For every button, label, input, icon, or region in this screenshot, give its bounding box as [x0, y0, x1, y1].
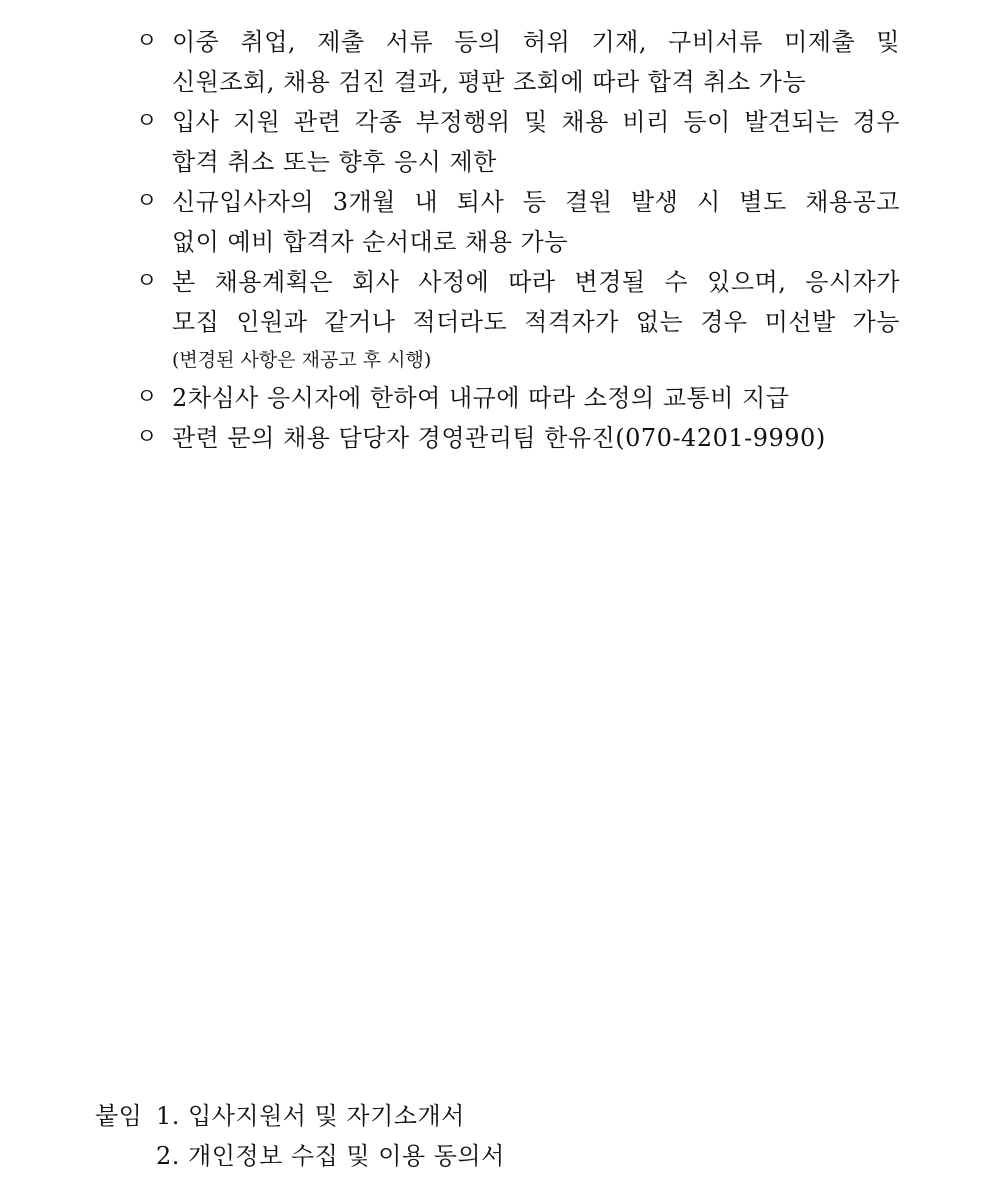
- attachment-item: [95, 1136, 795, 1176]
- bullet-text-line: 이중 취업, 제출 서류 등의 허위 기재, 구비서류 미제출 및: [172, 28, 900, 56]
- bullet-text-line: 입사 지원 관련 각종 부정행위 및 채용 비리 등이 발견되는 경우: [172, 108, 900, 136]
- attachment-item-label: 1. 입사지원서 및 자기소개서: [156, 1102, 465, 1130]
- bullet-marker: ㅇ: [136, 189, 158, 214]
- bullet-text-line: 본 채용계획은 회사 사정에 따라 변경될 수 있으며, 응시자가: [172, 268, 900, 296]
- bullet-item-plan-change: [136, 262, 900, 378]
- attachments-section: [95, 1096, 795, 1176]
- bullet-marker: ㅇ: [136, 269, 158, 294]
- bullet-text-line: 신원조회, 채용 검진 결과, 평판 조회에 따라 합격 취소 가능: [172, 68, 807, 96]
- bullet-item-contact: [136, 418, 900, 458]
- notice-bullet-list: [136, 22, 900, 458]
- bullet-text-line: 없이 예비 합격자 순서대로 채용 가능: [172, 228, 568, 256]
- bullet-marker: ㅇ: [136, 109, 158, 134]
- bullet-text-line: 모집 인원과 같거나 적더라도 적격자가 없는 경우 미선발 가능: [172, 308, 900, 336]
- bullet-item-misconduct: [136, 102, 900, 182]
- attachments-label: 붙임: [95, 1102, 143, 1130]
- bullet-marker: ㅇ: [136, 425, 158, 450]
- bullet-text-line: 2차심사 응시자에 한하여 내규에 따라 소정의 교통비 지급: [172, 384, 790, 412]
- attachment-item: [95, 1096, 795, 1136]
- bullet-item-background-check: [136, 22, 900, 102]
- bullet-item-reserve-hire: [136, 182, 900, 262]
- bullet-text-line: 신규입사자의 3개월 내 퇴사 등 결원 발생 시 별도 채용공고: [172, 188, 900, 216]
- attachment-item-label: 2. 개인정보 수집 및 이용 동의서: [156, 1142, 505, 1170]
- bullet-marker: ㅇ: [136, 29, 158, 54]
- bullet-text-line: 관련 문의 채용 담당자 경영관리팀 한유진(070-4201-9990): [172, 424, 826, 452]
- bullet-note: (변경된 사항은 재공고 후 시행): [172, 349, 432, 371]
- bullet-text-line: 합격 취소 또는 향후 응시 제한: [172, 148, 497, 176]
- bullet-item-travel-expense: [136, 378, 900, 418]
- bullet-marker: ㅇ: [136, 385, 158, 410]
